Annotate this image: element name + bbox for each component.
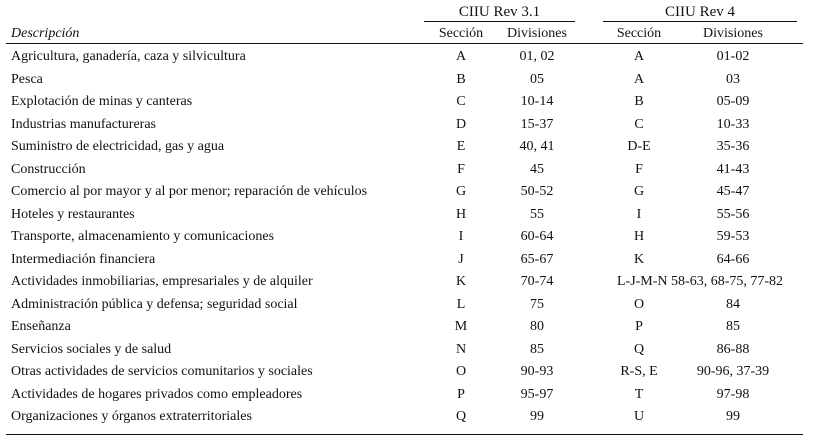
- rev4-divisions-cell: 64-66: [716, 251, 750, 267]
- rev31-section-cell: I: [458, 229, 464, 244]
- table-row: [0, 137, 813, 160]
- rev4-section-cell: O: [633, 296, 645, 312]
- rev31-section-cell: O: [455, 364, 467, 379]
- rev31-section-cell: L: [456, 296, 466, 312]
- table-row: [0, 250, 813, 273]
- rev31-section-cell: D: [455, 116, 467, 132]
- row-description: Suministro de electricidad, gas y agua: [11, 139, 225, 154]
- table-row: [0, 92, 813, 115]
- rev31-section-cell: F: [457, 161, 465, 177]
- rev31-divisions-cell: 75: [530, 296, 544, 312]
- rev4-section-cell: A: [633, 71, 645, 87]
- row-description: Comercio al por mayor y al por menor; reparación de vehículos: [11, 184, 368, 199]
- row-description: Transporte, almacenamiento y comunicaciones: [11, 229, 275, 244]
- rev4-section-cell: B: [634, 94, 644, 109]
- row-description: Actividades de hogares privados como empleadores: [11, 386, 303, 402]
- rev31-section-cell: M: [454, 319, 468, 334]
- row-description: Enseñanza: [11, 319, 71, 334]
- table-row: [0, 227, 813, 250]
- row-description: Servicios sociales y de salud: [11, 341, 172, 357]
- rev31-divisions-cell: 70-74: [520, 274, 554, 289]
- rev4-section-cell: T: [634, 386, 644, 402]
- rev31-section-cell: N: [455, 341, 467, 357]
- table-row: [0, 407, 813, 430]
- rev31-section-cell: H: [455, 206, 467, 222]
- header-rule: [6, 43, 803, 44]
- row-description: Agricultura, ganadería, caza y silvicultura: [11, 49, 246, 64]
- row-description: Otras actividades de servicios comunitarios y sociales: [11, 364, 313, 379]
- rev31-section-cell: G: [455, 184, 467, 199]
- row-description: Intermediación financiera: [11, 251, 156, 267]
- rev31-section-cell: C: [456, 94, 466, 109]
- rev4-divisions-cell: 05-09: [716, 94, 750, 109]
- rev31-divisions-cell: 15-37: [520, 116, 554, 132]
- table-row: [0, 70, 813, 93]
- rev4-section-cell: H: [633, 229, 645, 244]
- rev31-divisions-cell: 80: [530, 319, 544, 334]
- rev31-section-cell: Q: [455, 409, 467, 424]
- rev31-divisions-cell: 40, 41: [519, 139, 555, 154]
- rev4-divisions-cell: 97-98: [716, 386, 750, 402]
- rev31-divisions-cell: 99: [530, 409, 544, 424]
- table-row: [0, 385, 813, 408]
- rev31-section-column-header: Sección: [438, 26, 484, 41]
- rev31-divisions-cell: 55: [530, 206, 544, 222]
- rev4-group-header: CIIU Rev 4: [665, 4, 735, 20]
- description-column-header: Descripción: [11, 26, 80, 41]
- rev4-divisions-cell: 41-43: [716, 161, 750, 177]
- rev31-divisions-cell: 95-97: [520, 386, 554, 402]
- rev4-divisions-cell: 84: [726, 296, 740, 312]
- rev4-divisions-column-header: Divisiones: [703, 26, 763, 41]
- rev4-section-cell: P: [635, 319, 643, 334]
- rev31-divisions-cell: 10-14: [520, 94, 554, 109]
- rev4-divisions-cell: 03: [726, 71, 740, 87]
- row-description: Actividades inmobiliarias, empresariales y de alquiler: [11, 274, 313, 289]
- rev31-group-header: CIIU Rev 3.1: [458, 4, 541, 20]
- table-row: [0, 160, 813, 183]
- rev4-divisions-cell: 55-56: [716, 206, 750, 222]
- bottom-rule: [6, 434, 803, 435]
- rev4-section-column-header: Sección: [616, 26, 662, 41]
- row-description: Explotación de minas y canteras: [11, 94, 193, 109]
- table-row: [0, 205, 813, 228]
- table-body: [0, 47, 813, 430]
- rev4-section-cell: F: [635, 161, 643, 177]
- rev31-divisions-cell: 50-52: [520, 184, 554, 199]
- rev4-divisions-cell: 10-33: [716, 116, 750, 132]
- rev4-section-cell: U: [633, 409, 645, 424]
- rev31-section-cell: K: [455, 274, 467, 289]
- rev4-divisions-cell: 99: [726, 409, 740, 424]
- rev31-section-cell: B: [456, 71, 466, 87]
- row-description: Construcción: [11, 161, 86, 177]
- rev4-divisions-cell: 45-47: [716, 184, 750, 199]
- row-description: Hoteles y restaurantes: [11, 206, 135, 222]
- rev4-section-cell: K: [633, 251, 645, 267]
- rev4-divisions-cell: 01-02: [716, 49, 750, 64]
- rev4-section-cell: Q: [633, 341, 645, 357]
- table-row: [0, 362, 813, 385]
- rev31-section-cell: J: [458, 251, 464, 267]
- rev4-section-cell: D-E: [627, 139, 651, 154]
- rev31-divisions-column-header: Divisiones: [507, 26, 567, 41]
- rev4-section-cell: R-S, E: [620, 364, 658, 379]
- table-row: [0, 115, 813, 138]
- table-row: [0, 340, 813, 363]
- rev31-divisions-cell: 90-93: [520, 364, 554, 379]
- rev31-group-rule: [424, 21, 575, 22]
- row-description: Organizaciones y órganos extraterritoriales: [11, 409, 252, 424]
- table-row: [0, 295, 813, 318]
- rev4-section-cell: I: [636, 206, 642, 222]
- rev4-divisions-cell: 59-53: [716, 229, 750, 244]
- row-description: Industrias manufactureras: [11, 116, 156, 132]
- rev4-divisions-cell: 86-88: [716, 341, 750, 357]
- rev4-divisions-cell: 85: [726, 319, 740, 334]
- row-description: Administración pública y defensa; seguridad social: [11, 296, 298, 312]
- rev31-divisions-cell: 85: [530, 341, 544, 357]
- rev31-section-cell: E: [456, 139, 466, 154]
- rev31-divisions-cell: 60-64: [520, 229, 554, 244]
- rev31-divisions-cell: 01, 02: [519, 49, 555, 64]
- table-row: [0, 182, 813, 205]
- rev4-divisions-cell: 90-96, 37-39: [696, 364, 770, 379]
- rev4-section-cell: A: [633, 49, 645, 64]
- table-row: [0, 47, 813, 70]
- rev4-section-cell: C: [634, 116, 644, 132]
- rev31-divisions-cell: 65-67: [520, 251, 554, 267]
- rev31-section-cell: P: [457, 386, 465, 402]
- rev31-divisions-cell: 45: [530, 161, 544, 177]
- rev4-divisions-cell: 35-36: [716, 139, 750, 154]
- table-row: [0, 272, 813, 295]
- rev4-group-rule: [603, 21, 797, 22]
- rev4-section-divisions-cell: L-J-M-N 58-63, 68-75, 77-82: [616, 274, 784, 289]
- rev31-section-cell: A: [455, 49, 467, 64]
- table-row: [0, 317, 813, 340]
- rev4-section-cell: G: [633, 184, 645, 199]
- row-description: Pesca: [11, 71, 43, 87]
- rev31-divisions-cell: 05: [530, 71, 544, 87]
